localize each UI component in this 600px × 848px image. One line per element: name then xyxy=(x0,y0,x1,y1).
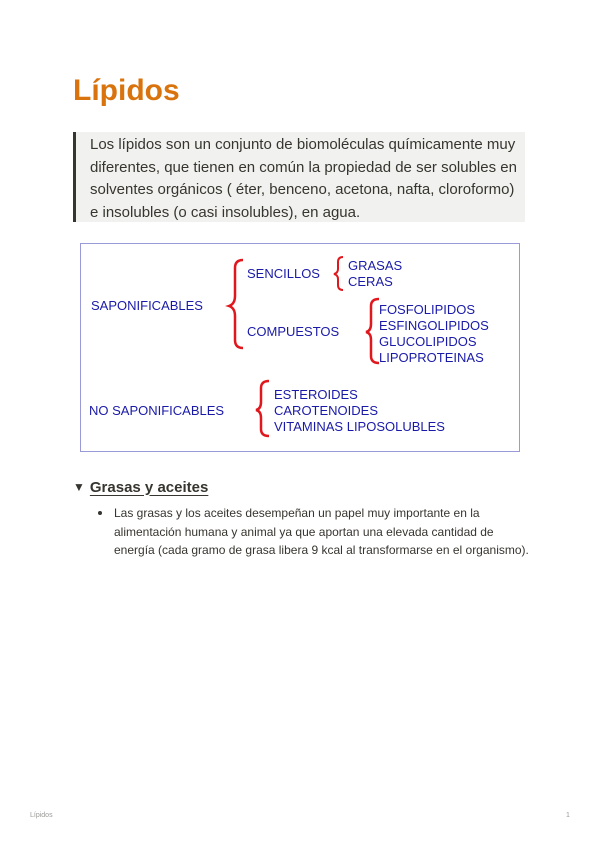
list-item-text: Las grasas y los aceites desempeñan un papel muy importante en la alimentación humana y animal ya que aportan una elevada cantidad de energía (cada gramo de grasa libera 9 kcal al transformarse en el organismo). xyxy=(114,506,529,557)
footer-page-name: Lípidos xyxy=(30,812,53,819)
label-ceras: CERAS xyxy=(348,274,393,289)
label-fosfolipidos: FOSFOLIPIDOS xyxy=(379,302,476,317)
brace-sencillos xyxy=(334,257,343,290)
page-title: Lípidos xyxy=(73,74,180,107)
brace-saponificables xyxy=(229,260,243,348)
label-carotenoides: CAROTENOIDES xyxy=(274,403,379,418)
label-sencillos: SENCILLOS xyxy=(247,266,320,281)
label-esfingolipidos: ESFINGOLIPIDOS xyxy=(379,318,489,333)
intro-text: Los lípidos son un conjunto de biomoléculas químicamente muy diferentes, que tienen en común la propiedad de ser solubles en solventes orgánicos ( éter, benceno, acetona, nafta, cloroformo) e insolubles (o casi insolubles), en agua. xyxy=(90,136,517,221)
triangle-down-icon: ▼ xyxy=(73,480,85,494)
brace-no-saponificables xyxy=(256,381,269,436)
label-no-saponificables: NO SAPONIFICABLES xyxy=(89,403,225,418)
label-vitaminas-liposolubles: VITAMINAS LIPOSOLUBLES xyxy=(274,419,445,434)
label-compuestos: COMPUESTOS xyxy=(247,324,340,339)
footer-page-number: 1 xyxy=(566,812,570,819)
label-glucolipidos: GLUCOLIPIDOS xyxy=(379,334,477,349)
lipid-classification-diagram xyxy=(80,243,520,452)
label-lipoproteinas: LIPOPROTEINAS xyxy=(379,350,484,365)
bullet-dot-icon xyxy=(98,511,102,515)
list-item xyxy=(94,504,534,560)
intro-quote xyxy=(73,132,525,222)
label-saponificables: SAPONIFICABLES xyxy=(91,298,203,313)
label-grasas: GRASAS xyxy=(348,258,403,273)
toggle-grasas-y-aceites[interactable] xyxy=(73,476,208,498)
label-esteroides: ESTEROIDES xyxy=(274,387,358,402)
bullet-list xyxy=(94,504,534,560)
toggle-heading: Grasas y aceites xyxy=(89,478,209,496)
brace-compuestos xyxy=(366,299,379,363)
